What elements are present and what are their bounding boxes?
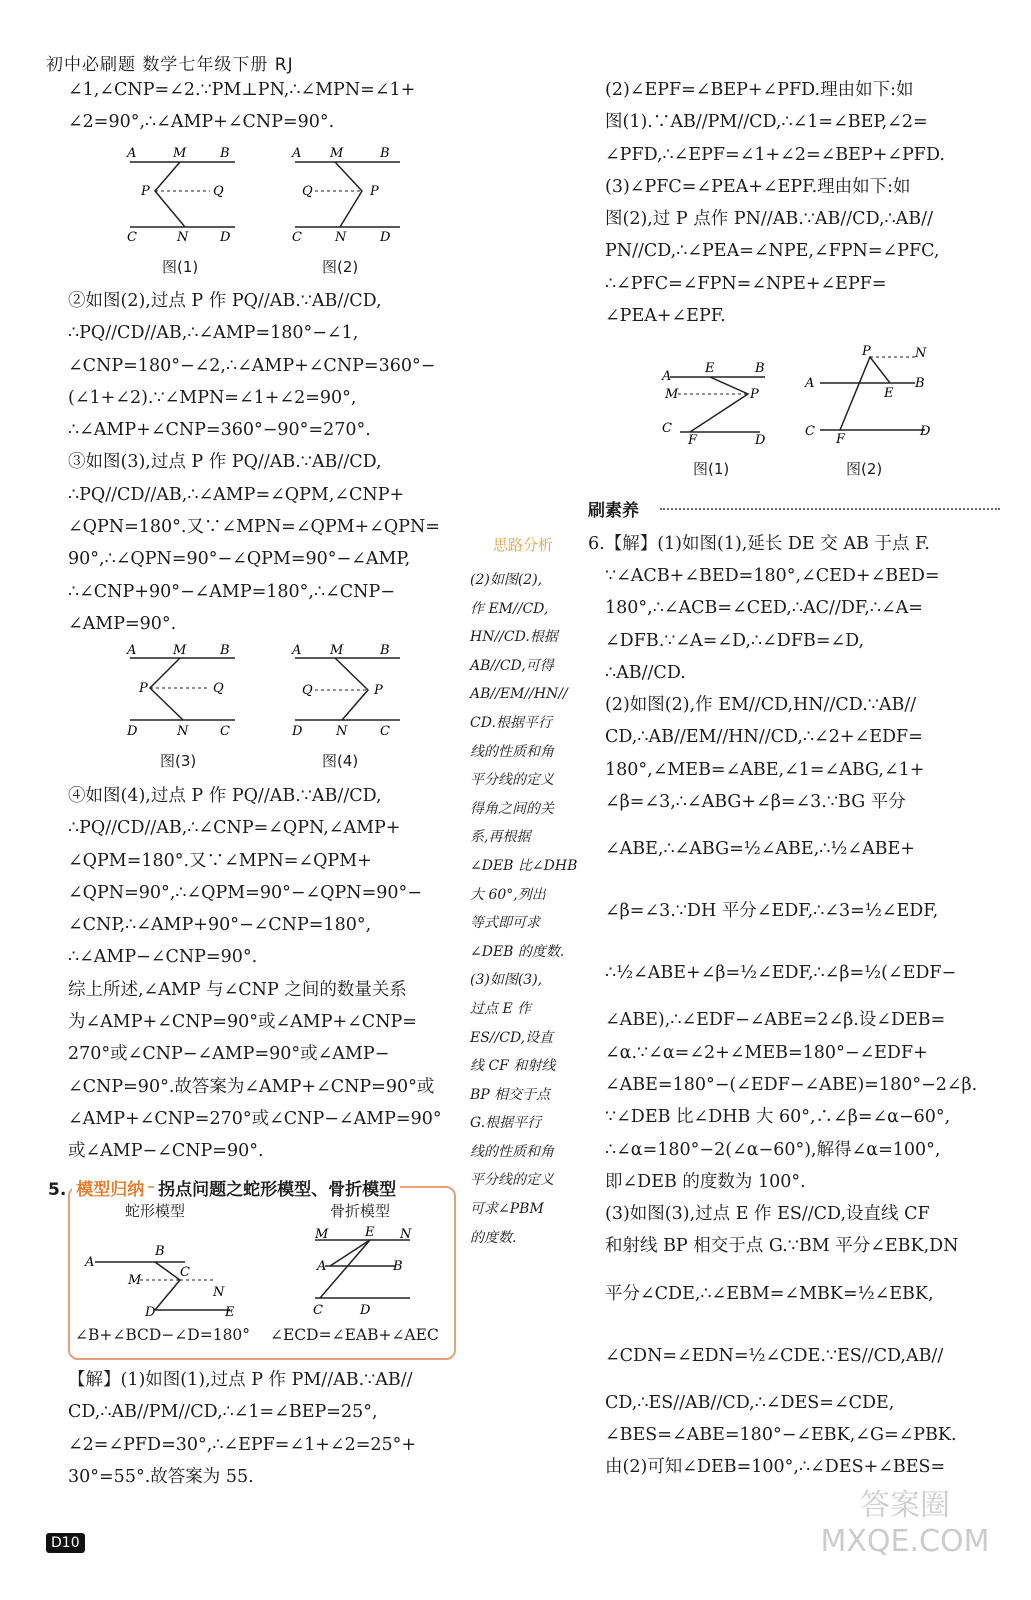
svg-text:A: A [127, 643, 137, 658]
text-line: ∠1,∠CNP=∠2.∵PM⊥PN,∴∠MPN=∠1+ [68, 80, 416, 100]
text-line: ∠β=∠3,∴∠ABG+∠β=∠3.∵BG 平分 [605, 792, 906, 813]
svg-text:A: A [317, 1259, 327, 1274]
svg-text:A: A [805, 376, 815, 391]
snake-model-title: 蛇形模型 [125, 1202, 186, 1220]
svg-text:M: M [173, 146, 187, 161]
text-line: PN//CD,∴∠PEA=∠NPE,∠FPN=∠PFC, [605, 241, 940, 262]
fig-caption: 图(2) [322, 258, 359, 276]
svg-text:E: E [225, 1305, 235, 1320]
svg-text:C: C [292, 230, 302, 245]
svg-text:B: B [380, 146, 390, 161]
snake-formula: ∠B+∠BCD−∠D=180° [75, 1326, 251, 1344]
text-line: ∴PQ//CD//AB,∴∠CNP=∠QPN,∠AMP+ [68, 818, 401, 839]
text-line: (2)∠EPF=∠BEP+∠PFD.理由如下:如 [605, 80, 914, 100]
sidebar-line: (3)如图(3), [470, 972, 543, 989]
text-line: ∴∠PFC=∠FPN=∠NPE+∠EPF= [605, 273, 887, 294]
sidebar-line: 平分线的定义 [470, 772, 554, 789]
text-line: ∠ABE,∴∠ABG=½∠ABE,∴½∠ABE+ [605, 839, 915, 860]
svg-text:M: M [315, 1227, 329, 1242]
right-figure-2 [800, 345, 935, 459]
text-line: CD,∴ES//AB//CD,∴∠DES=∠CDE, [605, 1392, 895, 1413]
svg-text:M: M [128, 1273, 142, 1288]
text-line: ∴PQ//CD//AB,∴∠AMP=∠QPM,∠CNP+ [68, 484, 405, 505]
svg-text:E: E [884, 386, 894, 401]
text-line: ∴AB//CD. [605, 662, 686, 683]
text-line: 6.【解】(1)如图(1),延长 DE 交 AB 于点 F. [588, 534, 930, 554]
fig-caption: 图(1) [162, 258, 199, 276]
svg-text:C: C [313, 1303, 323, 1318]
svg-text:P: P [139, 681, 148, 696]
svg-text:M: M [665, 387, 679, 402]
svg-text:N: N [400, 1227, 412, 1242]
svg-text:N: N [915, 346, 927, 361]
svg-text:F: F [836, 432, 846, 447]
text-line: ∠AMP=90°. [68, 613, 177, 634]
text-line: (2)如图(2),作 EM//CD,HN//CD.∵AB// [605, 695, 917, 716]
section-label: 刷素养 [588, 501, 639, 521]
text-line: 综上所述,∠AMP 与∠CNP 之间的数量关系 [68, 979, 407, 1000]
svg-text:B: B [220, 643, 230, 658]
page-number: D10 [46, 1533, 85, 1553]
svg-text:Q: Q [302, 184, 313, 199]
svg-text:N: N [177, 230, 189, 245]
fig-caption: 图(2) [846, 460, 883, 478]
figure-2 [290, 145, 405, 249]
text-line: 180°,∴∠ACB=∠CED,∴AC//DF,∴∠A= [605, 598, 923, 619]
sidebar-line: 系,再根据 [470, 829, 531, 846]
figure-1 [125, 145, 240, 249]
svg-text:F: F [688, 433, 698, 448]
sidebar-line: G.根据平行 [470, 1115, 542, 1132]
text-line: ∴∠AMP+∠CNP=360°−90°=270°. [68, 420, 371, 441]
svg-text:N: N [335, 230, 347, 245]
page-header: 初中必刷题 数学七年级下册 RJ [46, 55, 294, 75]
text-line: ∠CDN=∠EDN=½∠CDE.∵ES//CD,AB// [605, 1345, 944, 1366]
text-line: ∠ABE=180°−(∠EDF−∠ABE)=180°−2∠β. [605, 1074, 978, 1095]
svg-text:B: B [393, 1259, 403, 1274]
text-line: ∠QPN=180°.又∵∠MPN=∠QPM+∠QPN= [68, 517, 440, 538]
sidebar-title: 思路分析 [493, 536, 554, 554]
text-line: (3)如图(3),过点 E 作 ES//CD,设直线 CF [605, 1204, 930, 1225]
text-line: ∠2=90°,∴∠AMP+∠CNP=90°. [68, 112, 335, 133]
text-line: ∴∠AMP−∠CNP=90°. [68, 947, 258, 968]
svg-text:A: A [292, 146, 302, 161]
text-line: ∠β=∠3.∵DH 平分∠EDF,∴∠3=½∠EDF, [605, 901, 939, 922]
svg-text:D: D [920, 424, 931, 439]
svg-text:C: C [220, 724, 230, 739]
text-line: ∠2=∠PFD=30°,∴∠EPF=∠1+∠2=25°+ [68, 1434, 417, 1455]
text-line: ∴PQ//CD//AB,∴∠AMP=180°−∠1, [68, 323, 359, 344]
svg-text:P: P [750, 387, 759, 402]
model-heading [48, 1175, 400, 1200]
svg-text:A: A [662, 369, 672, 384]
text-line: ∠ABE),∴∠EDF−∠ABE=2∠β.设∠DEB= [605, 1010, 946, 1031]
svg-text:M: M [173, 643, 187, 658]
fig-caption: 图(4) [322, 752, 359, 770]
text-line: 为∠AMP+∠CNP=90°或∠AMP+∠CNP= [68, 1012, 417, 1033]
text-line: ②如图(2),过点 P 作 PQ//AB.∵AB//CD, [68, 291, 382, 311]
left-column-part2 [68, 285, 458, 640]
text-line: ④如图(4),过点 P 作 PQ//AB.∵AB//CD, [68, 786, 382, 806]
svg-text:A: A [127, 146, 137, 161]
left-column-part3 [68, 780, 458, 1168]
model-subtitle: 拐点问题之蛇形模型、骨折模型 [154, 1180, 400, 1200]
svg-text:A: A [85, 1255, 95, 1270]
svg-text:C: C [662, 421, 672, 436]
text-line: ∠α.∵∠α=∠2+∠MEB=180°−∠EDF+ [605, 1042, 928, 1063]
sidebar-line: 作 EM//CD, [470, 600, 549, 617]
text-line: ∠CNP=90°.故答案为∠AMP+∠CNP=90°或 [68, 1076, 435, 1097]
svg-text:B: B [155, 1244, 165, 1259]
sidebar-line: 线的性质和角 [470, 743, 554, 760]
svg-text:P: P [862, 344, 871, 359]
text-line: (∠1+∠2).∵∠MPN=∠1+∠2=90°, [68, 387, 357, 408]
thinking-analysis-sidebar [470, 566, 580, 1252]
text-line: ∴∠CNP+90°−∠AMP=180°,∴∠CNP− [68, 581, 395, 602]
text-line: 30°=55°.故答案为 55. [68, 1466, 254, 1487]
text-line: 270°或∠CNP−∠AMP=90°或∠AMP− [68, 1044, 390, 1065]
text-line: 平分∠CDE,∴∠EBM=∠MBK=½∠EBK, [605, 1283, 934, 1304]
svg-text:D: D [292, 724, 303, 739]
svg-text:M: M [330, 643, 344, 658]
fig-caption: 图(1) [693, 460, 730, 478]
text-line: 【解】(1)如图(1),过点 P 作 PM//AB.∵AB// [68, 1370, 413, 1390]
sidebar-line: BP 相交于点 [470, 1086, 551, 1103]
right-column-part2 [588, 528, 983, 560]
svg-text:Q: Q [213, 184, 224, 199]
sidebar-line: CD.根据平行 [470, 714, 552, 731]
text-line: 图(2),过 P 点作 PN//AB.∵AB//CD,∴AB// [605, 209, 933, 230]
svg-text:N: N [177, 724, 189, 739]
svg-text:C: C [380, 724, 390, 739]
fig-caption: 图(3) [160, 752, 197, 770]
text-line: 由(2)可知∠DEB=100°,∴∠DES+∠BES= [605, 1457, 946, 1478]
svg-text:D: D [145, 1305, 156, 1320]
sidebar-line: ∠DEB 比∠DHB [470, 857, 578, 874]
text-line: 图(1).∵AB//PM//CD,∴∠1=∠BEP,∠2= [605, 112, 928, 133]
sidebar-line: AB//CD,可得 [470, 657, 554, 674]
text-line: ∠PFD,∴∠EPF=∠1+∠2=∠BEP+∠PFD. [605, 144, 945, 165]
sidebar-line: (2)如图(2), [470, 572, 543, 588]
svg-text:B: B [220, 146, 230, 161]
svg-text:B: B [755, 361, 765, 376]
right-column-part1 [605, 74, 1000, 332]
text-line: 即∠DEB 的度数为 100°. [605, 1171, 806, 1192]
bone-formula: ∠ECD=∠EAB+∠AEC [270, 1326, 439, 1344]
svg-text:P: P [141, 184, 150, 199]
text-line: ∠PEA+∠EPF. [605, 306, 726, 327]
text-line: 或∠AMP−∠CNP=90°. [68, 1141, 264, 1162]
sidebar-line: ES//CD,设直 [470, 1029, 554, 1046]
bone-model-figure [305, 1225, 425, 1322]
watermark: 答案圈 MXQE.COM [820, 1488, 990, 1559]
model-tag: 模型归纳 [72, 1180, 148, 1200]
bone-model-title: 骨折模型 [330, 1202, 391, 1220]
svg-text:P: P [370, 184, 379, 199]
text-line: (3)∠PFC=∠PEA+∠EPF.理由如下:如 [605, 176, 911, 197]
text-line: ∠AMP+∠CNP=270°或∠CNP−∠AMP=90° [68, 1108, 442, 1129]
snake-model-figure [85, 1240, 245, 1324]
text-line: 180°,∠MEB=∠ABE,∠1=∠ABG,∠1+ [605, 759, 925, 780]
text-line: ∠QPN=90°,∴∠QPM=90°−∠QPN=90°− [68, 882, 422, 903]
svg-text:Q: Q [302, 683, 313, 698]
question-number: 5. [48, 1180, 67, 1200]
sidebar-line: 线的性质和角 [470, 1143, 554, 1160]
svg-text:E: E [365, 1225, 375, 1240]
sidebar-line: 可求∠PBM [470, 1201, 544, 1218]
text-line: ∴∠α=180°−2(∠α−60°),解得∠α=100°, [605, 1139, 941, 1160]
svg-text:Q: Q [213, 681, 224, 696]
figure-3 [125, 640, 240, 744]
sidebar-line: 大 60°,列出 [470, 886, 546, 903]
text-line: ∠CNP=180°−∠2,∴∠AMP+∠CNP=360°− [68, 355, 436, 376]
sidebar-line: 过点 E 作 [470, 1000, 532, 1017]
svg-text:D: D [380, 230, 391, 245]
svg-text:D: D [127, 724, 138, 739]
text-line: ∴½∠ABE+∠β=½∠EDF,∴∠β=½(∠EDF− [605, 963, 957, 984]
text-line: ∠CNP,∴∠AMP+90°−∠CNP=180°, [68, 915, 372, 936]
svg-text:E: E [705, 361, 715, 376]
sidebar-line: HN//CD.根据 [470, 629, 558, 646]
svg-text:D: D [755, 433, 766, 448]
text-line: 和射线 BP 相交于点 G.∵BM 平分∠EBK,DN [605, 1236, 959, 1257]
text-line: ∠QPM=180°.又∵∠MPN=∠QPM+ [68, 850, 372, 871]
sidebar-line: 等式即可求 [470, 915, 540, 932]
svg-text:B: B [380, 643, 390, 658]
text-line: ∵∠ACB+∠BED=180°,∠CED+∠BED= [605, 566, 940, 586]
left-column-part4 [68, 1364, 458, 1493]
svg-text:C: C [127, 230, 137, 245]
text-line: ∠BES=∠ABE=180°−∠EBK,∠G=∠PBK. [605, 1425, 957, 1446]
svg-text:P: P [374, 683, 383, 698]
left-column-part1 [68, 74, 458, 139]
sidebar-line: ∠DEB 的度数. [470, 943, 565, 960]
svg-text:M: M [330, 146, 344, 161]
svg-text:N: N [213, 1285, 225, 1300]
text-line: CD,∴AB//EM//HN//CD,∴∠2+∠EDF= [605, 727, 923, 748]
svg-text:D: D [360, 1303, 371, 1318]
text-line: ∠DFB.∵∠A=∠D,∴∠DFB=∠D, [605, 630, 865, 651]
dotted-divider [660, 508, 1000, 510]
sidebar-line: 得角之间的关 [470, 800, 554, 817]
right-column-part3 [605, 560, 1000, 1484]
sidebar-line: 平分线的定义 [470, 1172, 554, 1189]
svg-text:N: N [336, 724, 348, 739]
svg-text:D: D [220, 230, 231, 245]
sidebar-line: AB//EM//HN// [470, 686, 568, 703]
figure-4 [290, 640, 405, 744]
sidebar-line: 的度数. [470, 1229, 517, 1246]
svg-text:C: C [180, 1265, 190, 1280]
text-line: ∵∠DEB 比∠DHB 大 60°,∴∠β=∠α−60°, [605, 1107, 951, 1128]
sidebar-line: 线 CF 和射线 [470, 1058, 556, 1075]
text-line: 90°,∴∠QPN=90°−∠QPM=90°−∠AMP, [68, 549, 411, 570]
text-line: ③如图(3),过点 P 作 PQ//AB.∵AB//CD, [68, 452, 382, 473]
svg-text:A: A [292, 643, 302, 658]
right-figure-1 [660, 362, 780, 456]
svg-text:C: C [805, 424, 815, 439]
text-line: CD,∴AB//PM//CD,∴∠1=∠BEP=25°, [68, 1402, 378, 1423]
svg-text:B: B [915, 376, 925, 391]
